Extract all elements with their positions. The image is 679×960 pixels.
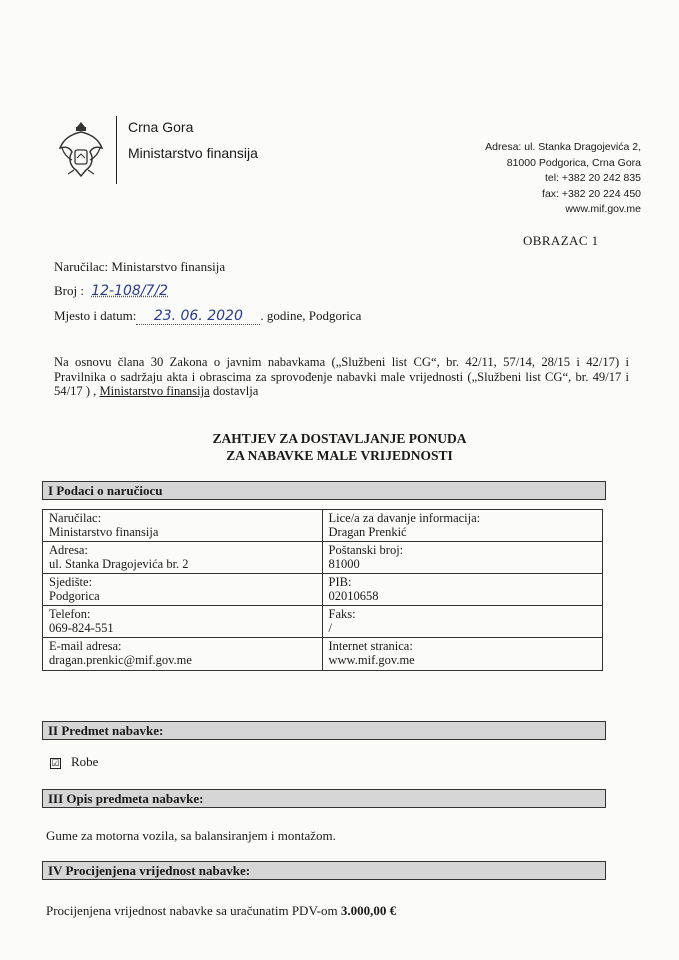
- section-description: III Opis predmeta nabavke:: [42, 789, 606, 808]
- cell-label: Internet stranica:: [328, 639, 413, 653]
- handwritten-number: 12-108/7/2: [91, 283, 169, 299]
- table-cell: [323, 574, 603, 605]
- place-date-label: Mjesto i datum:: [54, 308, 137, 323]
- subject-label: Robe: [71, 754, 99, 769]
- address-street: Adresa: ul. Stanka Dragojevića 2,: [485, 141, 641, 153]
- address-website: www.mif.gov.me: [565, 203, 641, 215]
- cell-label: E-mail adresa:: [49, 639, 122, 653]
- cell-value: www.mif.gov.me: [328, 652, 415, 667]
- cell-label: Faks:: [328, 607, 356, 621]
- section-subject: II Predmet nabavke:: [42, 721, 606, 740]
- cell-value: 81000: [328, 556, 360, 571]
- number-line: [54, 283, 168, 299]
- intro-text-end: dostavlja: [209, 384, 259, 398]
- cell-value: ul. Stanka Dragojevića br. 2: [49, 556, 189, 571]
- address-phone: tel: +382 20 242 835: [544, 172, 641, 184]
- table-cell: [43, 542, 323, 573]
- cell-value: Podgorica: [49, 588, 100, 603]
- header-divider: [116, 116, 117, 184]
- cell-value: 069-824-551: [49, 620, 114, 635]
- cell-label: Sjedište:: [49, 575, 93, 589]
- address-city: 81000 Podgorica, Crna Gora: [506, 156, 641, 169]
- table-cell: [323, 542, 603, 573]
- table-row: [43, 510, 602, 542]
- address-fax: fax: +382 20 224 450: [542, 187, 641, 200]
- intro-ministry-link: Ministarstvo finansija: [99, 384, 210, 398]
- table-row: [43, 606, 602, 638]
- client-line: Naručilac: Ministarstvo finansija: [54, 259, 226, 274]
- cell-label: Poštanski broj:: [328, 543, 404, 557]
- table-cell: [323, 510, 603, 541]
- cell-label: PIB:: [328, 575, 352, 589]
- document-title: ZAHTJEV ZA DOSTAVLJANJE PONUDA: [212, 431, 467, 446]
- description-text: Gume za motorna vozila, sa balansiranjem i montažom.: [46, 828, 336, 843]
- table-cell: [323, 638, 603, 670]
- cell-value: 02010658: [328, 588, 379, 603]
- section-client-data: I Podaci o naručiocu: [42, 481, 606, 500]
- cell-value: Dragan Prenkić: [328, 524, 407, 539]
- estimate-value: 3.000,00 €: [340, 903, 397, 918]
- cell-label: Lice/a za davanje informacija:: [328, 511, 481, 525]
- form-label: OBRAZAC 1: [523, 233, 599, 248]
- cell-value: /: [328, 620, 332, 635]
- place-date-suffix: . godine, Podgorica: [260, 308, 362, 323]
- ministry-name: Ministarstvo finansija: [128, 145, 258, 161]
- cell-value: dragan.prenkic@mif.gov.me: [49, 652, 192, 667]
- intro-text: Na osnovu člana 30 Zakona o javnim nabavkama („Službeni list CG“, br. 42/11, 57/14, 28/15 i 42/17) i Pravilnika o sadržaju akta i obrascima za sprovođenje nabavki male vrijednosti („Službeni list CG“, br. 49/17 i 54/17 ) ,: [54, 355, 629, 398]
- cell-value: Ministarstvo finansija: [49, 524, 159, 539]
- place-date-line: [54, 308, 361, 325]
- checkbox-checked-icon: ☑: [51, 758, 60, 768]
- table-row: [43, 574, 602, 606]
- intro-paragraph: [54, 355, 629, 399]
- cell-label: Naručilac:: [49, 511, 102, 525]
- table-cell: [43, 510, 323, 541]
- section-estimate: IV Procijenjena vrijednost nabavke:: [42, 861, 606, 880]
- country-name: Crna Gora: [128, 119, 194, 135]
- table-row: [43, 542, 602, 574]
- table-cell: [43, 574, 323, 605]
- table-cell: [43, 638, 323, 670]
- coat-of-arms-icon: [58, 118, 104, 180]
- client-data-table: [42, 509, 603, 671]
- table-cell: [323, 606, 603, 637]
- table-cell: [43, 606, 323, 637]
- estimate-line: [46, 903, 396, 919]
- document-subtitle: ZA NABAVKE MALE VRIJEDNOSTI: [226, 448, 453, 463]
- estimate-text: Procijenjena vrijednost nabavke sa uračunatim PDV-om: [46, 903, 341, 918]
- cell-label: Adresa:: [49, 543, 88, 557]
- table-row: [43, 638, 602, 670]
- ministry-address: [485, 140, 641, 218]
- cell-label: Telefon:: [49, 607, 91, 621]
- subject-option: [50, 754, 98, 770]
- handwritten-date: 23. 06. 2020: [136, 308, 260, 325]
- number-label: Broj :: [54, 283, 84, 298]
